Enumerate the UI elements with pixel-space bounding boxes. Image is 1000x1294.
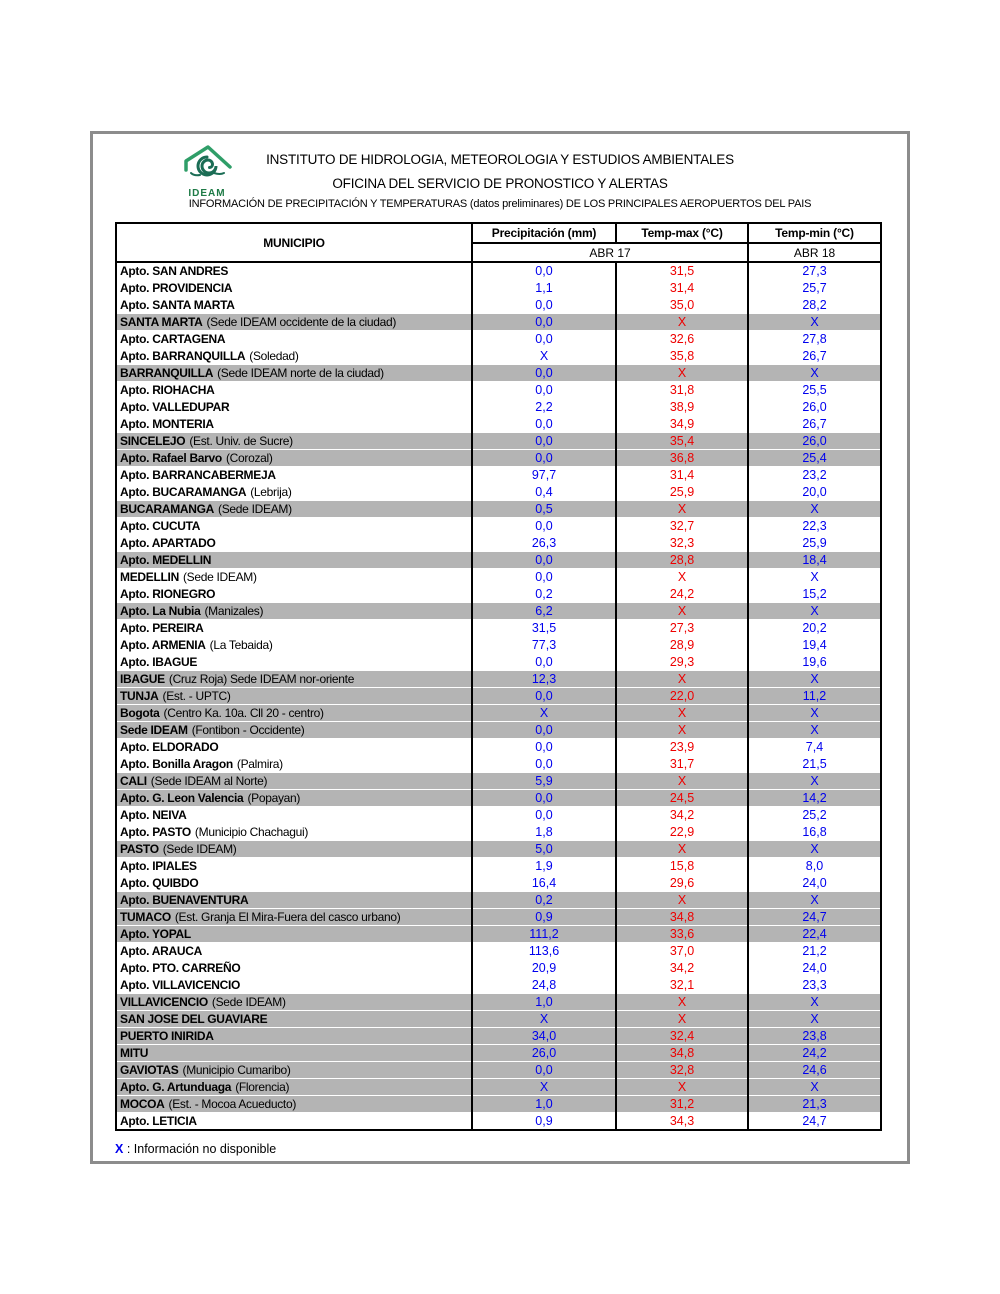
temp-min-value: 23,3 <box>748 977 881 994</box>
table-row <box>116 892 881 909</box>
municipality-name: Bogota <box>120 706 160 720</box>
table-row <box>116 688 881 705</box>
report-frame <box>90 131 910 1164</box>
temp-min-value: 24,7 <box>748 1113 881 1131</box>
precipitation-value: 0,0 <box>472 569 616 586</box>
municipality-detail: (Est. - UPTC) <box>162 689 231 703</box>
municipality-name: Apto. La Nubia <box>120 604 201 618</box>
table-row <box>116 365 881 382</box>
column-header-municipio: MUNICIPIO <box>116 223 472 262</box>
municipality-name: MEDELLIN <box>120 570 179 584</box>
temp-max-value: X <box>616 892 748 909</box>
municipality-name: BARRANQUILLA <box>120 366 214 380</box>
temp-max-value: 35,8 <box>616 348 748 365</box>
table-row <box>116 603 881 620</box>
precipitation-value: 31,5 <box>472 620 616 637</box>
municipality-detail: (Cruz Roja) Sede IDEAM nor-oriente <box>168 672 355 686</box>
temp-max-value: 33,6 <box>616 926 748 943</box>
temp-max-value: 22,9 <box>616 824 748 841</box>
temp-max-value: 28,8 <box>616 552 748 569</box>
precipitation-value: 0,0 <box>472 1062 616 1079</box>
table-row <box>116 552 881 569</box>
precipitation-value: 5,0 <box>472 841 616 858</box>
temp-max-value: X <box>616 314 748 331</box>
ideam-logo-icon <box>178 143 236 185</box>
temp-max-value: 32,3 <box>616 535 748 552</box>
table-row <box>116 399 881 416</box>
temp-max-value: 31,4 <box>616 280 748 297</box>
municipality-detail: (La Tebaida) <box>209 638 273 652</box>
temp-min-value: 19,4 <box>748 637 881 654</box>
date-header-abr-17: ABR 17 <box>472 243 748 262</box>
temp-min-value: 26,0 <box>748 399 881 416</box>
municipality-name: CALI <box>120 774 147 788</box>
temp-min-value: 25,4 <box>748 450 881 467</box>
precipitation-value: 0,0 <box>472 331 616 348</box>
table-row <box>116 807 881 824</box>
municipality-name: Sede IDEAM <box>120 723 188 737</box>
table-row <box>116 1096 881 1113</box>
temp-max-value: X <box>616 1079 748 1096</box>
table-row <box>116 705 881 722</box>
institute-title: INSTITUTO DE HIDROLOGIA, METEOROLOGIA Y ESTUDIOS AMBIENTALES <box>266 152 734 167</box>
precipitation-value: 113,6 <box>472 943 616 960</box>
precipitation-value: 0,0 <box>472 552 616 569</box>
precipitation-value: 77,3 <box>472 637 616 654</box>
municipality-detail: (Manizales) <box>204 604 264 618</box>
precipitation-value: 16,4 <box>472 875 616 892</box>
temp-min-value: 15,2 <box>748 586 881 603</box>
municipality-name: Apto. MEDELLIN <box>120 553 212 567</box>
municipality-detail: (Sede IDEAM) <box>162 842 237 856</box>
municipality-name: VILLAVICENCIO <box>120 995 208 1009</box>
table-row <box>116 262 881 280</box>
municipality-detail: (Est. Granja El Mira-Fuera del casco urbano) <box>174 910 401 924</box>
temp-min-value: 25,9 <box>748 535 881 552</box>
temp-min-value: 18,4 <box>748 552 881 569</box>
temp-min-value: 24,0 <box>748 960 881 977</box>
table-row <box>116 450 881 467</box>
temp-min-value: 27,3 <box>748 262 881 280</box>
table-row <box>116 416 881 433</box>
table-row <box>116 314 881 331</box>
municipality-name: Apto. VALLEDUPAR <box>120 400 230 414</box>
municipality-detail: (Sede IDEAM occidente de la ciudad) <box>206 315 397 329</box>
temp-max-value: X <box>616 773 748 790</box>
temp-min-value: 21,3 <box>748 1096 881 1113</box>
precipitation-value: 0,0 <box>472 756 616 773</box>
municipality-detail: (Sede IDEAM) <box>218 502 292 516</box>
precipitation-value: 0,0 <box>472 790 616 807</box>
table-row <box>116 671 881 688</box>
municipality-name: BUCARAMANGA <box>120 502 215 516</box>
precipitation-value: 2,2 <box>472 399 616 416</box>
temp-min-value: 23,8 <box>748 1028 881 1045</box>
temp-min-value: 8,0 <box>748 858 881 875</box>
temp-min-value: 22,3 <box>748 518 881 535</box>
temp-min-value: 22,4 <box>748 926 881 943</box>
table-row <box>116 824 881 841</box>
municipality-name: Apto. BUCARAMANGA <box>120 485 247 499</box>
temp-max-value: 29,3 <box>616 654 748 671</box>
precipitation-value: 0,4 <box>472 484 616 501</box>
table-row <box>116 909 881 926</box>
temp-max-value: 34,8 <box>616 909 748 926</box>
municipality-name: Apto. VILLAVICENCIO <box>120 978 241 992</box>
municipality-name: Apto. CARTAGENA <box>120 332 226 346</box>
temp-max-value: 32,7 <box>616 518 748 535</box>
municipality-detail: (Est. - Mocoa Acueducto) <box>168 1097 297 1111</box>
temp-max-value: 32,1 <box>616 977 748 994</box>
temp-min-value: X <box>748 1011 881 1028</box>
precipitation-value: 0,9 <box>472 909 616 926</box>
temp-max-value: X <box>616 501 748 518</box>
precipitation-value: 1,8 <box>472 824 616 841</box>
table-row <box>116 1062 881 1079</box>
municipality-name: Apto. BUENAVENTURA <box>120 893 249 907</box>
precipitation-value: 0,0 <box>472 688 616 705</box>
municipality-detail: (Sede IDEAM) <box>211 995 286 1009</box>
temp-min-value: 27,8 <box>748 331 881 348</box>
precipitation-value: 1,0 <box>472 994 616 1011</box>
temp-min-value: X <box>748 1079 881 1096</box>
table-row <box>116 654 881 671</box>
table-row <box>116 620 881 637</box>
temp-max-value: 34,3 <box>616 1113 748 1131</box>
precipitation-value: 26,3 <box>472 535 616 552</box>
temp-max-value: 31,4 <box>616 467 748 484</box>
municipality-name: Apto. ELDORADO <box>120 740 219 754</box>
footnote-text: : Información no disponible <box>126 1142 277 1156</box>
temp-min-value: X <box>748 501 881 518</box>
table-row <box>116 1079 881 1096</box>
municipality-name: Apto. PASTO <box>120 825 191 839</box>
table-row <box>116 586 881 603</box>
table-row <box>116 739 881 756</box>
precipitation-value: 6,2 <box>472 603 616 620</box>
column-header-temp-min: Temp-min (°C) <box>748 223 881 243</box>
report-header <box>93 134 907 222</box>
municipality-detail: (Centro Ka. 10a. Cll 20 - centro) <box>163 706 324 720</box>
municipality-detail: (Florencia) <box>235 1080 290 1094</box>
municipality-name: Apto. PROVIDENCIA <box>120 281 233 295</box>
temp-min-value: 21,2 <box>748 943 881 960</box>
precipitation-value: X <box>472 1011 616 1028</box>
temp-max-value: 32,8 <box>616 1062 748 1079</box>
footnote-x-symbol: X <box>115 1142 124 1156</box>
table-row <box>116 858 881 875</box>
municipality-detail: (Lebrija) <box>250 485 292 499</box>
temp-max-value: 34,9 <box>616 416 748 433</box>
municipality-detail: (Municipio Cumaribo) <box>182 1063 291 1077</box>
temp-min-value: X <box>748 722 881 739</box>
table-row <box>116 297 881 314</box>
table-row <box>116 484 881 501</box>
municipality-name: Apto. PTO. CARREÑO <box>120 961 241 975</box>
precipitation-value: 0,0 <box>472 722 616 739</box>
temp-max-value: X <box>616 1011 748 1028</box>
municipality-name: Apto. Bonilla Aragon <box>120 757 233 771</box>
municipality-name: Apto. CUCUTA <box>120 519 201 533</box>
municipality-name: IBAGUE <box>120 672 165 686</box>
table-row <box>116 1113 881 1131</box>
precipitation-value: X <box>472 348 616 365</box>
temp-min-value: 24,6 <box>748 1062 881 1079</box>
temp-max-value: 24,2 <box>616 586 748 603</box>
table-row <box>116 433 881 450</box>
table-row <box>116 1028 881 1045</box>
precipitation-value: 1,9 <box>472 858 616 875</box>
municipality-detail: (Est. Univ. de Sucre) <box>189 434 293 448</box>
temp-max-value: 25,9 <box>616 484 748 501</box>
municipality-detail: (Sede IDEAM norte de la ciudad) <box>217 366 384 380</box>
column-header-precipitacion: Precipitación (mm) <box>472 223 616 243</box>
temp-min-value: X <box>748 773 881 790</box>
temp-min-value: 28,2 <box>748 297 881 314</box>
temp-min-value: 7,4 <box>748 739 881 756</box>
temp-max-value: 31,5 <box>616 262 748 280</box>
municipality-detail: (Fontibon - Occidente) <box>191 723 305 737</box>
weather-table <box>115 222 882 1131</box>
precipitation-value: 0,0 <box>472 314 616 331</box>
municipality-name: Apto. ARAUCA <box>120 944 202 958</box>
precipitation-value: 5,9 <box>472 773 616 790</box>
table-row <box>116 960 881 977</box>
temp-max-value: 23,9 <box>616 739 748 756</box>
temp-min-value: X <box>748 841 881 858</box>
precipitation-value: 0,0 <box>472 433 616 450</box>
precipitation-value: 0,0 <box>472 518 616 535</box>
table-row <box>116 1045 881 1062</box>
temp-max-value: 34,2 <box>616 960 748 977</box>
temp-max-value: 32,4 <box>616 1028 748 1045</box>
table-row <box>116 501 881 518</box>
precipitation-value: 0,2 <box>472 892 616 909</box>
precipitation-value: 111,2 <box>472 926 616 943</box>
municipality-name: Apto. MONTERIA <box>120 417 214 431</box>
temp-min-value: 25,5 <box>748 382 881 399</box>
table-row <box>116 841 881 858</box>
table-row <box>116 756 881 773</box>
table-row <box>116 1011 881 1028</box>
municipality-name: SAN JOSE DEL GUAVIARE <box>120 1012 268 1026</box>
municipality-name: PASTO <box>120 842 159 856</box>
temp-min-value: 25,7 <box>748 280 881 297</box>
temp-max-value: 27,3 <box>616 620 748 637</box>
temp-max-value: X <box>616 671 748 688</box>
temp-max-value: X <box>616 705 748 722</box>
precipitation-value: 34,0 <box>472 1028 616 1045</box>
municipality-name: Apto. ARMENIA <box>120 638 206 652</box>
municipality-name: Apto. G. Leon Valencia <box>120 791 244 805</box>
precipitation-value: 24,8 <box>472 977 616 994</box>
municipality-name: Apto. QUIBDO <box>120 876 199 890</box>
table-row <box>116 790 881 807</box>
footnote <box>115 1142 907 1156</box>
precipitation-value: 20,9 <box>472 960 616 977</box>
municipality-name: Apto. G. Artunduaga <box>120 1080 232 1094</box>
municipality-name: Apto. Rafael Barvo <box>120 451 222 465</box>
table-row <box>116 569 881 586</box>
table-row <box>116 518 881 535</box>
ideam-logo <box>175 143 239 199</box>
municipality-name: Apto. SANTA MARTA <box>120 298 235 312</box>
precipitation-value: X <box>472 1079 616 1096</box>
municipality-name: MOCOA <box>120 1097 165 1111</box>
temp-min-value: 20,0 <box>748 484 881 501</box>
precipitation-value: 0,0 <box>472 262 616 280</box>
precipitation-value: 1,0 <box>472 1096 616 1113</box>
temp-min-value: 19,6 <box>748 654 881 671</box>
table-row <box>116 382 881 399</box>
temp-max-value: 32,6 <box>616 331 748 348</box>
temp-min-value: 20,2 <box>748 620 881 637</box>
temp-min-value: 26,7 <box>748 348 881 365</box>
temp-min-value: 24,0 <box>748 875 881 892</box>
precipitation-value: 0,9 <box>472 1113 616 1131</box>
precipitation-value: 0,0 <box>472 739 616 756</box>
municipality-name: TUNJA <box>120 689 159 703</box>
precipitation-value: 0,0 <box>472 416 616 433</box>
temp-max-value: 31,7 <box>616 756 748 773</box>
temp-min-value: 24,7 <box>748 909 881 926</box>
temp-max-value: 15,8 <box>616 858 748 875</box>
precipitation-value: X <box>472 705 616 722</box>
temp-max-value: X <box>616 994 748 1011</box>
temp-max-value: 34,8 <box>616 1045 748 1062</box>
ideam-logo-label: IDEAM <box>188 188 226 199</box>
municipality-name: MITU <box>120 1046 149 1060</box>
municipality-name: Apto. APARTADO <box>120 536 216 550</box>
temp-min-value: X <box>748 705 881 722</box>
municipality-detail: (Municipio Chachagui) <box>194 825 309 839</box>
municipality-detail: (Corozal) <box>225 451 273 465</box>
precipitation-value: 0,0 <box>472 807 616 824</box>
temp-max-value: 34,2 <box>616 807 748 824</box>
precipitation-value: 0,2 <box>472 586 616 603</box>
temp-min-value: 14,2 <box>748 790 881 807</box>
municipality-name: Apto. RIONEGRO <box>120 587 216 601</box>
table-row <box>116 943 881 960</box>
precipitation-value: 97,7 <box>472 467 616 484</box>
table-row <box>116 926 881 943</box>
temp-min-value: X <box>748 569 881 586</box>
precipitation-value: 0,0 <box>472 654 616 671</box>
temp-max-value: 31,8 <box>616 382 748 399</box>
precipitation-value: 0,0 <box>472 365 616 382</box>
temp-max-value: X <box>616 569 748 586</box>
temp-min-value: X <box>748 365 881 382</box>
precipitation-value: 26,0 <box>472 1045 616 1062</box>
table-row <box>116 637 881 654</box>
table-row <box>116 331 881 348</box>
municipality-name: TUMACO <box>120 910 171 924</box>
temp-min-value: X <box>748 892 881 909</box>
date-header-abr-18: ABR 18 <box>748 243 881 262</box>
precipitation-value: 1,1 <box>472 280 616 297</box>
temp-min-value: X <box>748 314 881 331</box>
temp-min-value: 21,5 <box>748 756 881 773</box>
temp-min-value: 11,2 <box>748 688 881 705</box>
table-row <box>116 535 881 552</box>
temp-max-value: 29,6 <box>616 875 748 892</box>
temp-max-value: 31,2 <box>616 1096 748 1113</box>
municipality-name: Apto. IPIALES <box>120 859 197 873</box>
temp-min-value: 24,2 <box>748 1045 881 1062</box>
precipitation-value: 12,3 <box>472 671 616 688</box>
table-row <box>116 994 881 1011</box>
municipality-detail: (Soledad) <box>249 349 299 363</box>
temp-max-value: X <box>616 365 748 382</box>
temp-max-value: 35,0 <box>616 297 748 314</box>
municipality-detail: (Sede IDEAM al Norte) <box>150 774 268 788</box>
temp-max-value: 28,9 <box>616 637 748 654</box>
temp-max-value: X <box>616 722 748 739</box>
municipality-name: Apto. YOPAL <box>120 927 191 941</box>
municipality-name: Apto. SAN ANDRES <box>120 264 229 278</box>
table-row <box>116 875 881 892</box>
municipality-name: Apto. IBAGUE <box>120 655 198 669</box>
temp-min-value: X <box>748 603 881 620</box>
table-row <box>116 280 881 297</box>
municipality-name: SINCELEJO <box>120 434 186 448</box>
municipality-detail: (Popayan) <box>247 791 301 805</box>
table-row <box>116 977 881 994</box>
municipality-name: Apto. PEREIRA <box>120 621 204 635</box>
temp-min-value: 16,8 <box>748 824 881 841</box>
temp-min-value: 25,2 <box>748 807 881 824</box>
temp-max-value: 36,8 <box>616 450 748 467</box>
municipality-name: GAVIOTAS <box>120 1063 179 1077</box>
table-row <box>116 467 881 484</box>
temp-max-value: 35,4 <box>616 433 748 450</box>
temp-min-value: 26,0 <box>748 433 881 450</box>
municipality-detail: (Palmira) <box>236 757 283 771</box>
temp-min-value: 23,2 <box>748 467 881 484</box>
table-row <box>116 773 881 790</box>
temp-min-value: X <box>748 671 881 688</box>
municipality-detail: (Sede IDEAM) <box>182 570 257 584</box>
municipality-name: Apto. LETICIA <box>120 1114 197 1128</box>
temp-max-value: 38,9 <box>616 399 748 416</box>
temp-min-value: X <box>748 994 881 1011</box>
temp-max-value: 37,0 <box>616 943 748 960</box>
municipality-name: Apto. RIOHACHA <box>120 383 215 397</box>
precipitation-value: 0,5 <box>472 501 616 518</box>
precipitation-value: 0,0 <box>472 297 616 314</box>
temp-min-value: 26,7 <box>748 416 881 433</box>
municipality-name: Apto. BARRANQUILLA <box>120 349 246 363</box>
report-subtitle: INFORMACIÓN DE PRECIPITACIÓN Y TEMPERATURAS (datos preliminares) DE LOS PRINCIPALES AEROPUERTOS DEL PAIS <box>188 198 812 210</box>
table-body <box>116 262 881 1130</box>
precipitation-value: 0,0 <box>472 382 616 399</box>
municipality-name: SANTA MARTA <box>120 315 203 329</box>
temp-max-value: 24,5 <box>616 790 748 807</box>
table-row <box>116 348 881 365</box>
municipality-name: Apto. NEIVA <box>120 808 187 822</box>
municipality-name: PUERTO INIRIDA <box>120 1029 214 1043</box>
temp-max-value: 22,0 <box>616 688 748 705</box>
office-title: OFICINA DEL SERVICIO DE PRONOSTICO Y ALERTAS <box>332 176 668 191</box>
temp-max-value: X <box>616 841 748 858</box>
table-row <box>116 722 881 739</box>
column-header-temp-max: Temp-max (°C) <box>616 223 748 243</box>
municipality-name: Apto. BARRANCABERMEJA <box>120 468 276 482</box>
weather-table-header <box>116 223 881 262</box>
precipitation-value: 0,0 <box>472 450 616 467</box>
temp-max-value: X <box>616 603 748 620</box>
